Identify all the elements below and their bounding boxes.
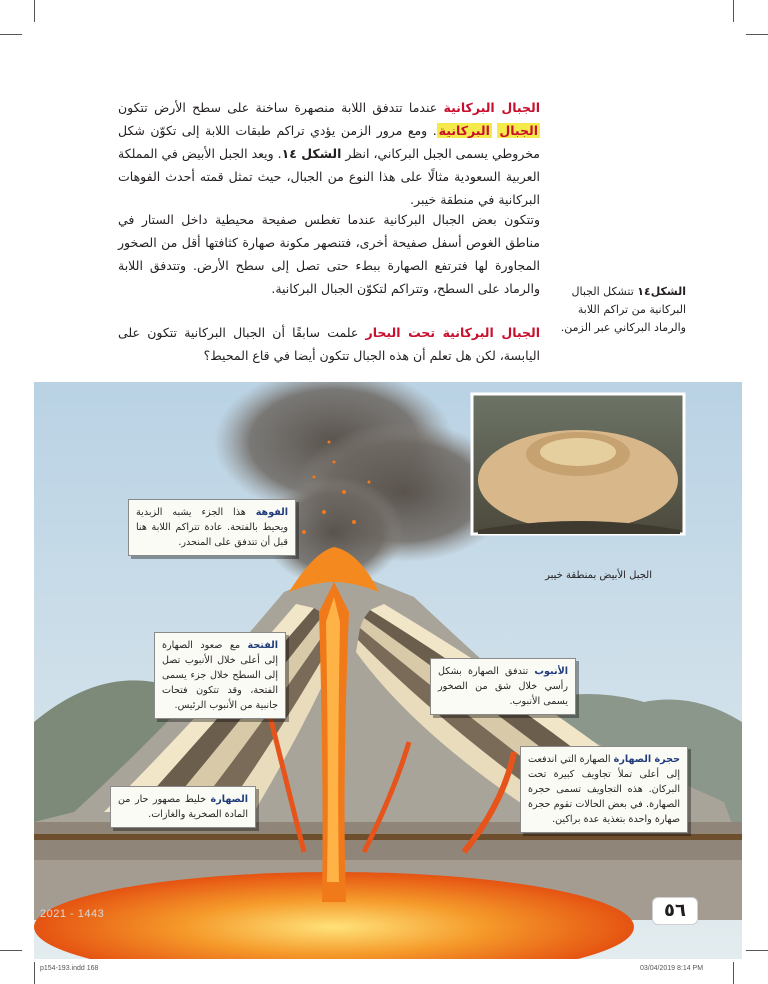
print-slug-left: p154-193.indd 168 — [40, 965, 99, 972]
edition-year-watermark: 2021 - 1443 — [40, 908, 105, 920]
paragraph-text: عندما تتدفق اللابة منصهرة ساخنة على سطح الأرض تتكون — [118, 100, 444, 115]
callout-text: خليط مصهور حار من المادة الصخرية والغازات. — [118, 794, 248, 820]
print-slug-right: 03/04/2019 8:14 PM — [640, 965, 704, 972]
photo-inset — [472, 394, 684, 534]
crop-mark — [733, 962, 734, 984]
figure-caption-text: تتشكل الجبال البركانية من تراكم اللابة والرماد البركاني عبر الزمن. — [560, 285, 686, 334]
paragraph-text: علمت سابقًا أن الجبال البركانية تتكون على اليابسة، لكن هل تعلم أن هذه الجبال تتكون أيضا في قاع المحيط؟ — [118, 325, 540, 363]
paragraph-subduction — [118, 208, 540, 300]
photo-caption: الجبل الأبيض بمنطقة خيبر — [545, 570, 652, 581]
figure-caption-title: الشكل١٤ — [637, 285, 686, 298]
volcano-illustration — [34, 382, 742, 959]
callout-title: الفوهة — [255, 507, 288, 518]
highlight-term: الجبال — [499, 123, 538, 138]
paragraph-volcanic-mountains — [118, 96, 540, 211]
paragraph-text: . ويعد الجبل الأبيض في المملكة العربية السعودية مثالًا على هذا النوع من الجبال، حيث تمثل قمته أحدث الفوهات البركانية في منطقة خيبر. — [118, 146, 540, 207]
callout-pipe — [430, 658, 576, 715]
heading-volcanic-mountains: الجبال البركانية — [443, 100, 540, 115]
crop-mark — [746, 34, 768, 35]
callout-magma — [110, 786, 256, 828]
crop-mark — [34, 0, 35, 22]
callout-title: الفتحة — [247, 640, 278, 651]
crop-mark — [34, 962, 35, 984]
crop-mark — [746, 950, 768, 951]
callout-text: تتدفق الصهارة بشكل رأسي خلال شق من الصخور يسمى الأنبوب. — [438, 666, 568, 707]
callout-text: هذا الجزء يشبه الزبدية ويحيط بالفتحة. عادة تتراكم اللابة هنا قبل أن تتدفق على المنحدر. — [136, 507, 288, 548]
paragraph-text: . ومع مرور الزمن يؤدي تراكم طبقات اللابة إلى تكوّن شكل مخروطي يسمى الجبل البركاني، انظر — [118, 123, 541, 161]
paragraph-text: وتتكون بعض الجبال البركانية عندما تغطس صفيحة محيطية داخل الستار في مناطق الغوص أسفل صفيحة أخرى، فتنصهر مكونة صهارة كثافتها أقل من الصخور المجاورة لها فترتفع الصهارة ببطء حتى تصل إلى سطح الأرض. وتتدفق اللابة والرماد على السطح، وتتراكم لتكوّن الجبال البركانية. — [118, 212, 540, 296]
crop-mark — [0, 950, 22, 951]
paragraph-undersea-volcanoes — [118, 321, 540, 367]
callout-title: الأنبوب — [534, 666, 568, 677]
figure-reference: الشكل ١٤ — [281, 146, 342, 161]
sediment-layer — [34, 834, 742, 840]
volcano-figure — [34, 382, 742, 959]
callout-title: حجرة الصهارة — [613, 754, 680, 765]
callout-vent — [154, 632, 286, 719]
crop-mark — [733, 0, 734, 22]
callout-text: مع صعود الصهارة إلى أعلى خلال الأنبوب تصل إلى السطح خلال جزء يسمى الفتحة، وقد تتكون فتحات جانبية من الأنبوب الرئيس. — [162, 640, 278, 711]
page-number: ٥٦ — [652, 897, 698, 925]
callout-crater — [128, 499, 296, 556]
highlight-term: البركانية — [438, 123, 490, 138]
crop-mark — [0, 34, 22, 35]
callout-title: الصهارة — [210, 794, 248, 805]
figure-side-caption — [548, 283, 686, 337]
callout-magma-chamber — [520, 746, 688, 833]
heading-undersea-volcanoes: الجبال البركانية تحت البحار — [365, 325, 540, 340]
callout-text: الصهارة التي اندفعت إلى أعلى تملأ تجاويف كبيرة تحت البركان. هذه التجاويف تسمى حجرة الصهارة. في بعض الحالات تقوم حجرة صهارة واحدة بتغذية عدة براكين. — [528, 754, 680, 825]
